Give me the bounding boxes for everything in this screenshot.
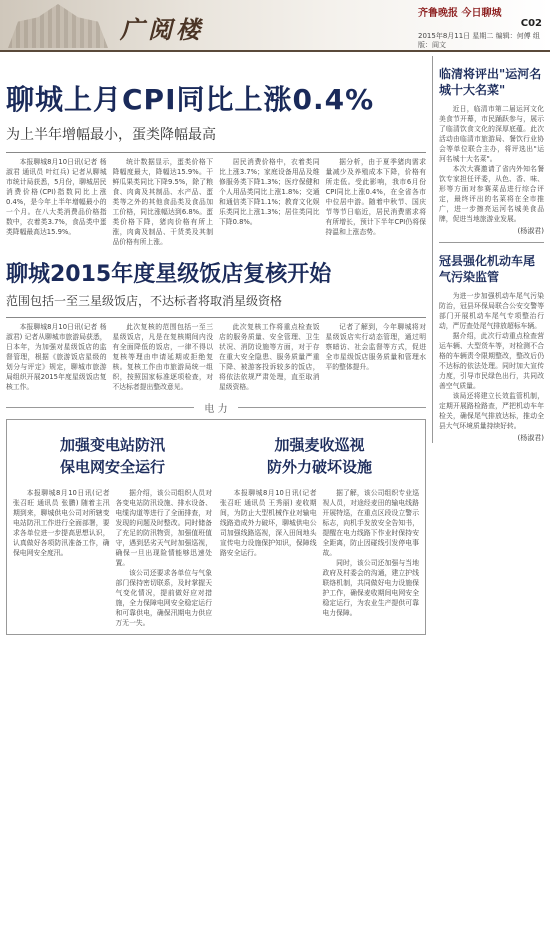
main-column — [6, 56, 426, 635]
sidebar-para: 为进一步加强机动车尾气污染防治，冠县环保局联合公安交警等部门开展机动车尾气专项整治行动，严厉查处尾气排放超标车辆。 — [439, 292, 544, 330]
sidebar-item2-body — [439, 291, 544, 431]
power-right-para: 同时，该公司还加强与当地政府及村委会的沟通，建立护线联络机制，共同做好电力设施保护工作，确保麦收期间电网安全稳定运行，为农业生产提供可靠电力保障。 — [322, 559, 419, 617]
power-right-headline-2: 防外力破坏设施 — [266, 458, 372, 476]
sidebar-item1-title: 临清将评出"运河名城十大名菜" — [439, 67, 542, 97]
sidebar-byline: (杨淑君) — [517, 227, 544, 235]
sidebar-item1-body — [439, 104, 544, 224]
tower-illustration — [8, 4, 108, 48]
sidebar-para: 近日，临清市第二届运河文化美食节开幕，市民踊跃参与，展示了临清饮食文化的深厚底蕴。此次活动由临清市旅游局、餐饮行业协会等单位联合主办，将评选出"运河名城十大名菜"。 — [439, 105, 544, 163]
power-left-para: 该公司还要求各单位与气象部门保持密切联系，及时掌握天气变化情况，提前做好应对措施，全力保障电网安全稳定运行和可靠供电，确保汛期电力供应万无一失。 — [115, 569, 212, 627]
power-left-para: 据介绍，该公司组织人员对各变电站防汛设施、排水设备、电缆沟道等进行了全面排查，对发现的问题及时整改。同时储备了充足的防汛物资，加强值班值守，遇到恶劣天气时加强巡视，确保一旦出现险情能够迅速处置。 — [115, 489, 212, 567]
story1-subhead: 为上半年增幅最小，蛋类降幅最高 — [6, 127, 216, 143]
story1-headline: 聊城上月CPI同比上涨0.4% — [6, 83, 375, 116]
story1-body — [6, 157, 426, 247]
sidebar-column — [432, 56, 544, 443]
power-right-body — [220, 488, 419, 618]
story1-para: 本报聊城8月10日讯(记者 杨淑君 通讯员 叶红兵) 记者从聊城市统计局获悉，5月份，聊城居民消费价格(CPI)指数同比上涨0.4%，是今年上半年增幅最小的一个月。在八大类消费品价格指数中，衣着类3.7%，食品类中蛋类降幅最高达15.9%。 — [6, 158, 107, 236]
power-right-story — [220, 426, 419, 628]
page-banner — [0, 0, 550, 52]
power-left-body — [13, 488, 212, 628]
power-right-headline-1: 加强麦收巡视 — [274, 436, 365, 454]
divider — [6, 317, 426, 318]
power-box — [6, 419, 426, 635]
power-right-headline — [220, 426, 419, 488]
sidebar-para: 本次大赛邀请了省内外知名餐饮专家担任评委，从色、香、味、形等方面对参赛菜品进行综合评定，最终评出的名菜将在全市推广，进一步擦亮运河名城美食品牌，促进当地旅游业发展。 — [439, 165, 544, 223]
story2-body — [6, 322, 426, 392]
story1-para: 居民消费价格中，衣着类同比上涨3.7%；家庭设备用品及维修服务类下降1.3%；医疗保健和个人用品类同比上涨1.8%；交通和通信类下降1.1%；教育文化娱乐类同比上涨1.3%；居住类同比下降0.8%。 — [219, 158, 320, 226]
power-left-headline — [13, 426, 212, 488]
section-title: 广阅楼 — [120, 15, 204, 44]
sidebar-para: 据介绍，此次行动重点检查营运车辆、大型货车等，对检测不合格的车辆责令限期整改，整改后仍不达标的依法处理。同时加大宣传力度，引导市民绿色出行，共同改善空气质量。 — [439, 332, 544, 390]
story1-para: 统计数据显示，蛋类价格下降幅度最大，降幅达15.9%。干鲜瓜果类同比下降9.5%，除了粮食、肉禽及其制品、水产品、蛋类等之外的其他食品类及食品加工价格，同比涨幅达到6.8%。蛋类价格下降，猪肉价格有所上涨，肉禽及制品、干货类及其制品价格有所上涨。 — [112, 158, 213, 246]
power-left-para: 本报聊城8月10日讯(记者 张召旺 通讯员 张鹏) 随着主汛期到来，聊城供电公司对所辖变电站防汛工作进行全面部署，要求各单位进一步提高思想认识，认真做好各项防汛准备工作，确保电网安全度汛。 — [13, 489, 110, 557]
story2-subhead: 范围包括一至三星级饭店，不达标者将取消星级资格 — [6, 294, 283, 308]
power-right-para: 据了解，该公司组织专业巡视人员，对途经麦田的输电线路开展特巡，在重点区段设立警示标志，向机手发放安全告知书，提醒在电力线路下作业时保持安全距离，防止因碰线引发停电事故。 — [322, 489, 419, 557]
date-line: 2015年8月11日 星期二 编辑：何傅 组版：阎文 — [418, 32, 540, 49]
story2-para: 此次复核工作将重点检查饭店的服务质量、安全管理、卫生状况、消防设施等方面，对于存在重大安全隐患、服务质量严重下降、被游客投诉较多的饭店，将依法依规严肃处理，直至取消星级资格。 — [219, 323, 320, 391]
power-left-story — [13, 426, 212, 628]
power-left-headline-2: 保电网安全运行 — [59, 458, 165, 476]
paper-name: 齐鲁晚报 今日聊城 — [418, 8, 502, 19]
divider — [439, 242, 544, 243]
sidebar-para: 该局还将建立长效监管机制，定期开展路检路查，严把机动车年检关，确保尾气排放达标，推动全县大气环境质量持续好转。 — [439, 392, 544, 430]
story2-para: 此次复核的范围包括一至三星级饭店，凡是在复核期间内没有全面降低的饭店，一律不得以复核等理由申请延期或拒绝复核。复核工作由市旅游局统一组织，按照国家标准逐项检查，对不达标者提出整改意见。 — [112, 323, 213, 391]
power-right-para: 本报聊城8月10日讯(记者 张召旺 通讯员 王秀丽) 麦收期间，为防止大型机械作业对输电线路造成外力破坏，聊城供电公司加强线路巡视，深入田间地头宣传电力设施保护知识，保障线路安全运行。 — [220, 489, 317, 557]
power-left-headline-1: 加强变电站防汛 — [59, 436, 165, 454]
power-section-bar — [6, 400, 426, 415]
story2-para: 本报聊城8月10日讯(记者 杨淑君) 记者从聊城市旅游局获悉，日本年，为加强对星级饭店的监督管理，根据《旅游饭店星级的划分与评定》规定，聊城市旅游局组织开展2015年度星级饭店复核工作。 — [6, 323, 107, 391]
sidebar-item2-title: 冠县强化机动车尾气污染监管 — [439, 254, 536, 284]
story2-headline: 聊城2015年度星级饭店复核开始 — [6, 262, 332, 287]
sidebar-byline: (杨淑君) — [517, 434, 544, 442]
page-number: C02 — [520, 18, 542, 29]
divider — [6, 152, 426, 153]
power-section-label: 电 力 — [204, 404, 228, 415]
story2-para: 记者了解到，今年聊城将对星级饭店实行动态管理，通过明察暗访、社会监督等方式，促进全市星级饭店服务质量和管理水平的整体提升。 — [325, 323, 426, 371]
story1-para: 据分析，由于夏季猪肉需求量减少及养殖成本下降，价格有所走低。受此影响，我市6月份CPI同比上涨0.4%，在全省各市中位居中游。随着中秋节、国庆节等节日临近，居民消费需求将有所增长，预计下半年CPI仍将保持温和上涨态势。 — [325, 158, 426, 236]
